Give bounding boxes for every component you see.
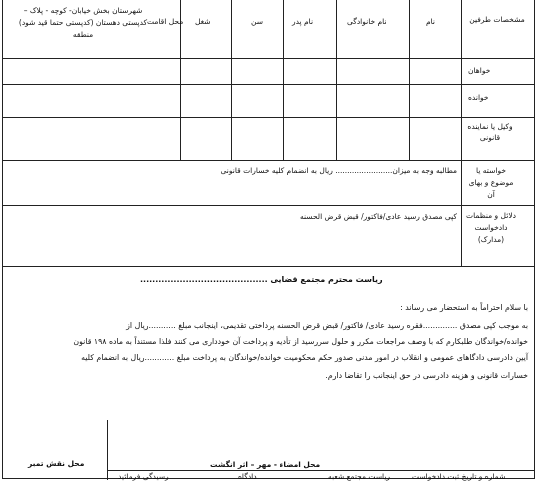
- header-residence-parts: شهرستان بخش خیابان- کوچه - پلاک – کدپستی دهستان (کدپستی حتما قید شود) منطقه: [18, 6, 148, 39]
- row-evidence-label: دلائل و منظمات دادخواست (مدارک): [466, 211, 516, 244]
- row-claim-value: مطالبه وجه به میزان........................ ریال به انضمام کلیه خسارات قانونی: [220, 166, 457, 175]
- body-heading: ریاست محترم مجتمع قضایی ..........................................: [140, 275, 383, 284]
- table-line: [2, 117, 534, 118]
- header-parties: مشخصات طرفین: [469, 15, 525, 24]
- body-line-2: خوانده/خواندگان طلبکارم که با وصف مراجعات مکرر و حلول سررسید از تأدیه و پرداخت آن خودداری می کنند فلذا مستنداً به ماده ۱۹۸ قانون: [73, 337, 528, 346]
- stamp-place: محل نقش تمبر: [28, 459, 85, 468]
- header-family: نام خانوادگی: [347, 17, 387, 26]
- table-line: [2, 160, 534, 161]
- outer-frame: [2, 0, 535, 479]
- table-line: [2, 84, 534, 85]
- body-line-3: آیین دادرسی دادگاهای عمومی و انقلاب در امور مدنی صدور حکم محکومیت خوانده/خواندگان به پرداخت مبلغ ............ریال به انضمام کلیه: [81, 353, 528, 362]
- table-line: [409, 0, 410, 160]
- registration-number: شماره و تاریخ ثبت دادخواست: [412, 472, 506, 481]
- table-line: [461, 0, 462, 266]
- row-lawyer-label: وکیل یا نماینده قانونی: [467, 122, 513, 142]
- footer-line: [107, 420, 108, 480]
- table-line: [2, 205, 534, 206]
- table-line: [231, 0, 232, 160]
- table-line: [2, 266, 534, 267]
- row-defendant-label: خوانده: [468, 93, 489, 102]
- footer-line: [107, 470, 534, 471]
- row-plaintiff-label: خواهان: [468, 66, 491, 75]
- row-evidence-value: کپی مصدق رسید عادی/فاکتور/ قبض قرض الحسنه: [299, 212, 457, 221]
- header-name: نام: [426, 17, 436, 26]
- signature-place: محل امضاء - مهر – اثر انگشت: [210, 460, 321, 469]
- body-line-4: خسارات قانونی و هزینه دادرسی در حق اینجانب را تقاضا دارم.: [325, 371, 528, 380]
- court-reference: ریاست مجتمع شعبه: [328, 472, 391, 481]
- row-claim-label: خواسته یا موضوع و بهای آن: [468, 166, 514, 199]
- header-job: شغل: [195, 17, 211, 26]
- header-father: نام پدر: [292, 17, 314, 26]
- court-label: دادگاه: [238, 472, 257, 481]
- body-line-1: به موجب کپی مصدق ..............فقره رسید عادی/ فاکتور/ قبض قرض الحسنه پرداختی تقدیمی، اینجانب مبلغ ...........ریال از: [126, 321, 528, 330]
- body-greeting: با سلام احتراماً به استحضار می رساند :: [400, 303, 528, 312]
- table-line: [336, 0, 337, 160]
- referral-note: رسیدگی فرمائید: [118, 472, 169, 481]
- table-line: [2, 58, 534, 59]
- header-age: سن: [251, 17, 263, 26]
- header-residence: محل اقامت: [147, 17, 184, 26]
- table-line: [283, 0, 284, 160]
